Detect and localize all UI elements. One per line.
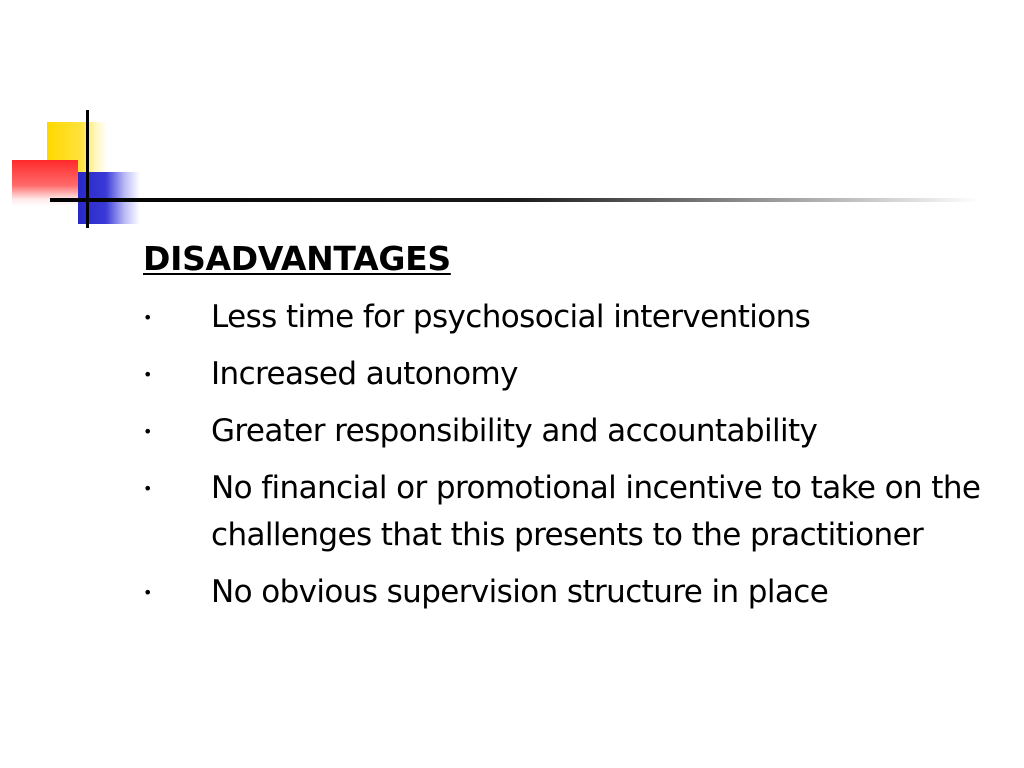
list-item-text: Less time for psychosocial interventions (211, 299, 811, 335)
bullet-icon: • (143, 365, 152, 384)
list-item (143, 569, 1003, 616)
list-item (143, 351, 1003, 398)
list-item (143, 465, 1003, 559)
horizontal-rule (50, 198, 980, 202)
bullet-list (143, 294, 1003, 616)
bullet-icon: • (143, 479, 152, 498)
bullet-icon: • (143, 422, 152, 441)
bullet-icon: • (143, 583, 152, 602)
bullet-icon: • (143, 308, 152, 327)
corner-decoration (0, 0, 1024, 240)
slide-heading: DISADVANTAGES (143, 239, 451, 278)
list-item (143, 408, 1003, 455)
list-item (143, 294, 1003, 341)
vertical-rule (86, 110, 89, 228)
slide-content (143, 236, 1003, 626)
list-item-text: Increased autonomy (211, 356, 518, 392)
list-item-text: Greater responsibility and accountability (211, 413, 818, 449)
list-item-text: No financial or promotional incentive to take on the challenges that this presents to the practitioner (211, 470, 981, 553)
list-item-text: No obvious supervision structure in place (211, 574, 829, 610)
